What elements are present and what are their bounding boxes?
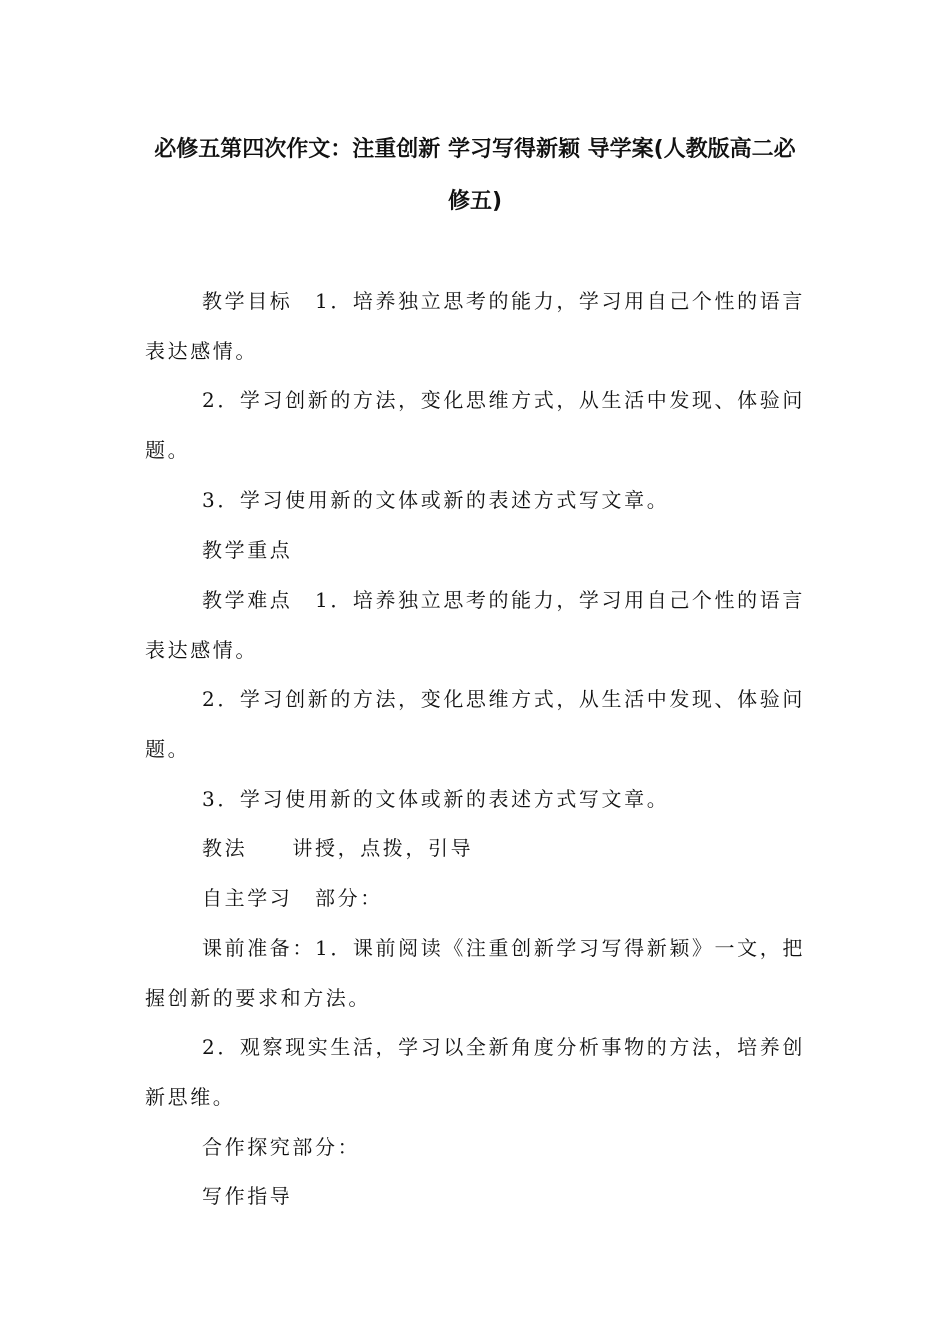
- paragraph-line: 表达感情。: [145, 638, 258, 662]
- paragraph-line: 课前准备：1．课前阅读《注重创新学习写得新颖》一文，把: [202, 936, 805, 960]
- paragraph-difficulty-3: [145, 774, 805, 824]
- document-title: [140, 124, 810, 228]
- paragraph-line: 自主学习 部分：: [202, 886, 383, 910]
- paragraph-goal-3: [145, 475, 805, 525]
- paragraph-line: 2．学习创新的方法，变化思维方式，从生活中发现、体验问: [202, 388, 805, 412]
- paragraph-line: 题。: [145, 438, 191, 462]
- title-line-2: 修五): [447, 189, 503, 214]
- paragraph-line: 教学目标 1．培养独立思考的能力，学习用自己个性的语言: [202, 289, 805, 313]
- paragraph-line: 写作指导: [202, 1184, 293, 1208]
- paragraph-key-points: [145, 525, 805, 575]
- paragraph-goal-2: [145, 375, 805, 475]
- paragraph-line: 握创新的要求和方法。: [145, 986, 371, 1010]
- paragraph-difficulty-2: [145, 674, 805, 774]
- paragraph-teaching-goals: [145, 276, 805, 376]
- paragraph-difficulties: [145, 575, 805, 675]
- title-line-1: 必修五第四次作文：注重创新 学习写得新颖 导学案(人教版高二必: [154, 137, 796, 162]
- paragraph-line: 合作探究部分：: [202, 1135, 361, 1159]
- paragraph-self-study: [145, 873, 805, 923]
- paragraph-preparation-2: [145, 1022, 805, 1122]
- paragraph-preparation: [145, 923, 805, 1023]
- paragraph-line: 2．学习创新的方法，变化思维方式，从生活中发现、体验问: [202, 687, 805, 711]
- paragraph-writing-guidance: [145, 1171, 805, 1221]
- paragraph-line: 教学重点: [202, 538, 293, 562]
- paragraph-line: 教法 讲授，点拨，引导: [202, 836, 474, 860]
- paragraph-line: 题。: [145, 737, 191, 761]
- paragraph-line: 教学难点 1．培养独立思考的能力，学习用自己个性的语言: [202, 588, 805, 612]
- paragraph-line: 3．学习使用新的文体或新的表述方式写文章。: [202, 787, 670, 811]
- paragraph-teaching-method: [145, 823, 805, 873]
- paragraph-line: 3．学习使用新的文体或新的表述方式写文章。: [202, 488, 670, 512]
- paragraph-line: 表达感情。: [145, 339, 258, 363]
- paragraph-cooperative-study: [145, 1122, 805, 1172]
- paragraph-line: 新思维。: [145, 1085, 236, 1109]
- paragraph-line: 2．观察现实生活，学习以全新角度分析事物的方法，培养创: [202, 1035, 805, 1059]
